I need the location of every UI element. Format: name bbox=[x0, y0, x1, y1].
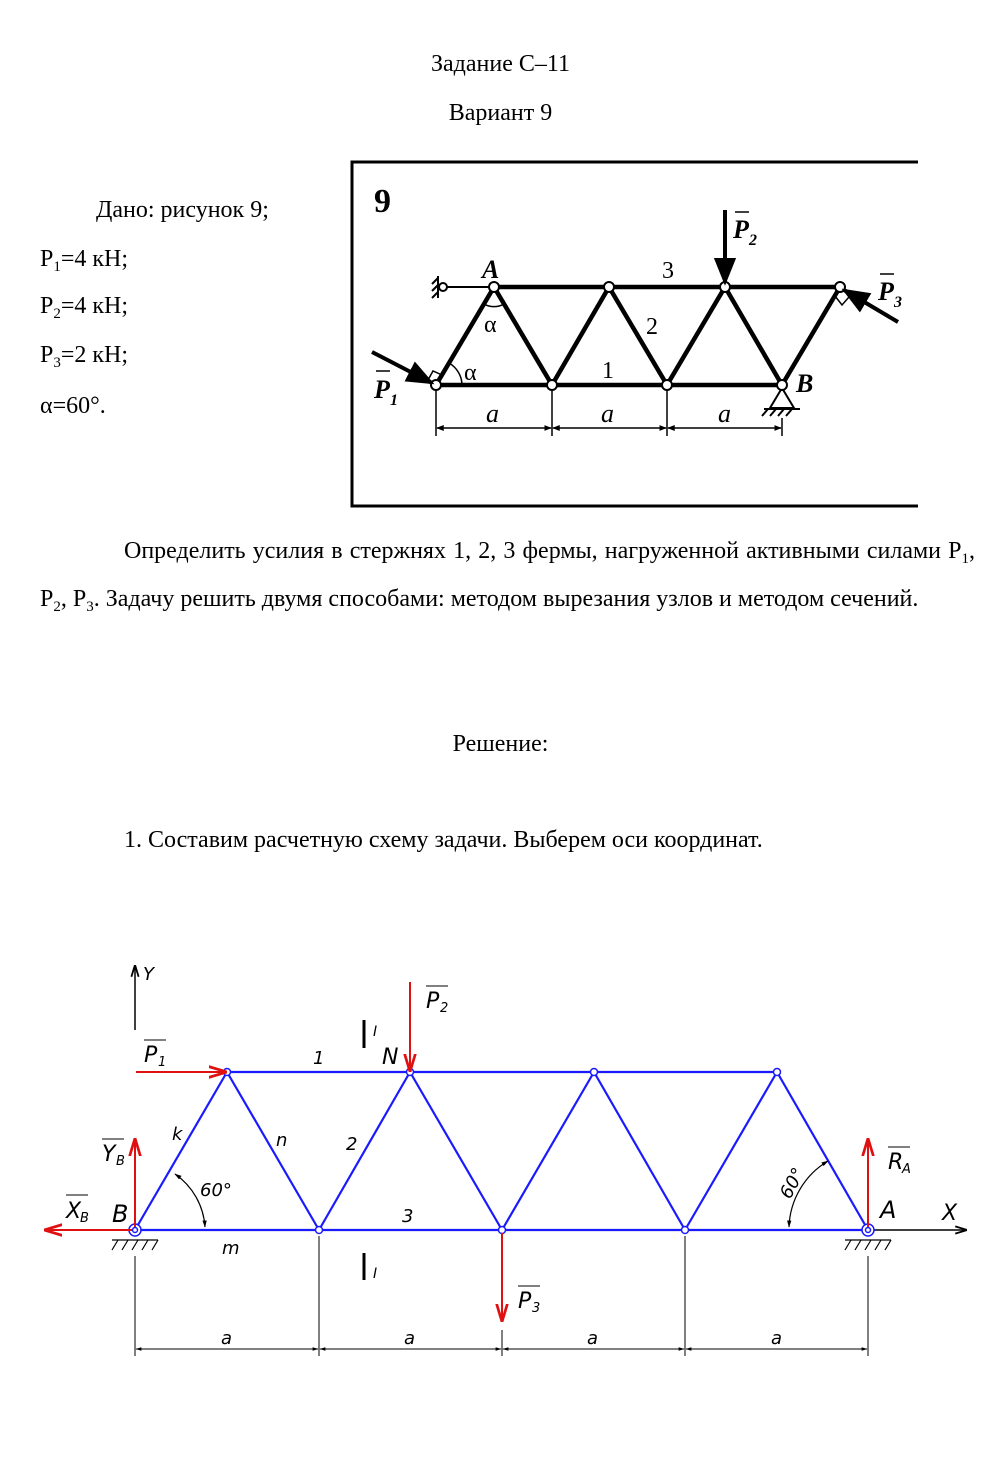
figure-1-label-p2: P bbox=[733, 215, 749, 244]
figure-1-label-p1: P bbox=[374, 375, 390, 404]
variant-title: Вариант 9 bbox=[448, 100, 553, 126]
figure-2-label-p2-sub: 2 bbox=[440, 1001, 449, 1016]
given-p1-sub: 1 bbox=[53, 259, 61, 275]
problem-text-end: . Задачу решить двумя способами: методом вырезания узлов и методом сечений. bbox=[93, 586, 919, 612]
figure-2-label-ra: R bbox=[888, 1150, 904, 1175]
given-p3-name: P bbox=[40, 342, 54, 368]
given-p2-name: P bbox=[40, 293, 54, 319]
figure-1-label-p2-sub: 2 bbox=[749, 232, 757, 249]
figure-2-label-angle-left: 60° bbox=[200, 1180, 232, 1201]
figure-1-dim-1: a bbox=[486, 399, 499, 428]
figure-2-members bbox=[135, 1072, 868, 1230]
figure-1-dim-3: a bbox=[718, 399, 731, 428]
figure-2-support-a bbox=[845, 1240, 891, 1250]
figure-1-alpha-top: α bbox=[484, 312, 497, 338]
problem-sub-1: 1 bbox=[961, 551, 969, 567]
problem-text-start: Определить усилия в стержнях 1, 2, 3 фермы, нагруженной активными силами P bbox=[124, 538, 962, 564]
figure-2-label-node-n: N bbox=[382, 1045, 399, 1070]
given-alpha: α=60°. bbox=[40, 393, 106, 419]
given-p3-sub: 3 bbox=[53, 355, 61, 371]
problem-text-mid-1: , P bbox=[40, 538, 975, 612]
figure-2-label-angle-right: 60° bbox=[775, 1164, 810, 1203]
given-p2-sub: 2 bbox=[53, 306, 61, 322]
figure-1-label-p1-sub: 1 bbox=[390, 392, 398, 409]
figure-1-bar-3: 3 bbox=[662, 258, 674, 284]
figure-2-label-dim-1: a bbox=[221, 1328, 233, 1349]
figure-2-label-bar-2: 2 bbox=[346, 1134, 358, 1155]
figure-1-label-p3-sub: 3 bbox=[894, 294, 902, 311]
figure-2-label-p3-sub: 3 bbox=[532, 1301, 541, 1316]
figure-1-dim-2: a bbox=[601, 399, 614, 428]
figure-2-label-y: Y bbox=[143, 964, 154, 985]
figure-2-label-p3: P bbox=[518, 1289, 532, 1314]
figure-2-label-bar-3: 3 bbox=[402, 1206, 414, 1227]
figure-2-label-node-b: B bbox=[112, 1200, 129, 1228]
figure-2-label-p1-sub: 1 bbox=[158, 1055, 167, 1070]
figure-2-label-dim-2: a bbox=[404, 1328, 416, 1349]
task-title: Задание С–11 bbox=[431, 51, 570, 77]
problem-text-mid-2: , P bbox=[60, 586, 87, 612]
figure-1-bar-2: 2 bbox=[646, 314, 658, 340]
figure-1-label-p3: P bbox=[878, 277, 894, 306]
solution-title: Решение: bbox=[452, 731, 549, 757]
figure-2-label-x: X bbox=[942, 1201, 958, 1226]
figure-2-label-p2: P bbox=[426, 989, 440, 1014]
given-p1-value: =4 кН; bbox=[60, 246, 129, 272]
figure-2-label-yb: Y bbox=[102, 1142, 116, 1167]
figure-2-label-n: n bbox=[276, 1130, 288, 1151]
figure-2-label-node-a: A bbox=[880, 1196, 897, 1224]
given-intro: Дано: рисунок 9; bbox=[96, 197, 269, 223]
given-p1-name: P bbox=[40, 246, 54, 272]
figure-1-alpha-bottom: α bbox=[464, 360, 477, 386]
given-p3-value: =2 кН; bbox=[60, 342, 129, 368]
figure-2-label-section-top: I bbox=[373, 1024, 378, 1040]
figure-2-label-ra-sub: A bbox=[902, 1162, 911, 1177]
figure-2-label-xb-sub: B bbox=[80, 1211, 89, 1226]
figure-1-bar-1: 1 bbox=[602, 358, 614, 384]
figure-1-label-b: B bbox=[796, 369, 814, 398]
problem-sub-2: 2 bbox=[53, 599, 61, 615]
given-p2-value: =4 кН; bbox=[60, 293, 129, 319]
figure-2-label-yb-sub: B bbox=[116, 1154, 125, 1169]
figure-2-support-b bbox=[112, 1240, 158, 1250]
figure-2-label-m: m bbox=[222, 1238, 240, 1259]
figure-2-label-k: k bbox=[172, 1124, 183, 1145]
figure-2-label-dim-4: a bbox=[771, 1328, 783, 1349]
figure-1-number: 9 bbox=[374, 183, 391, 220]
figure-2-label-xb: X bbox=[66, 1199, 82, 1224]
figure-2-label-dim-3: a bbox=[587, 1328, 599, 1349]
solution-step-1: 1. Составим расчетную схему задачи. Выберем оси координат. bbox=[124, 827, 763, 853]
figure-1-label-a: A bbox=[482, 255, 500, 284]
figure-2-label-section-bottom: I bbox=[373, 1266, 378, 1282]
figure-2-label-p1: P bbox=[144, 1043, 158, 1068]
figure-2-label-bar-1: 1 bbox=[313, 1048, 325, 1069]
problem-sub-3: 3 bbox=[86, 599, 94, 615]
